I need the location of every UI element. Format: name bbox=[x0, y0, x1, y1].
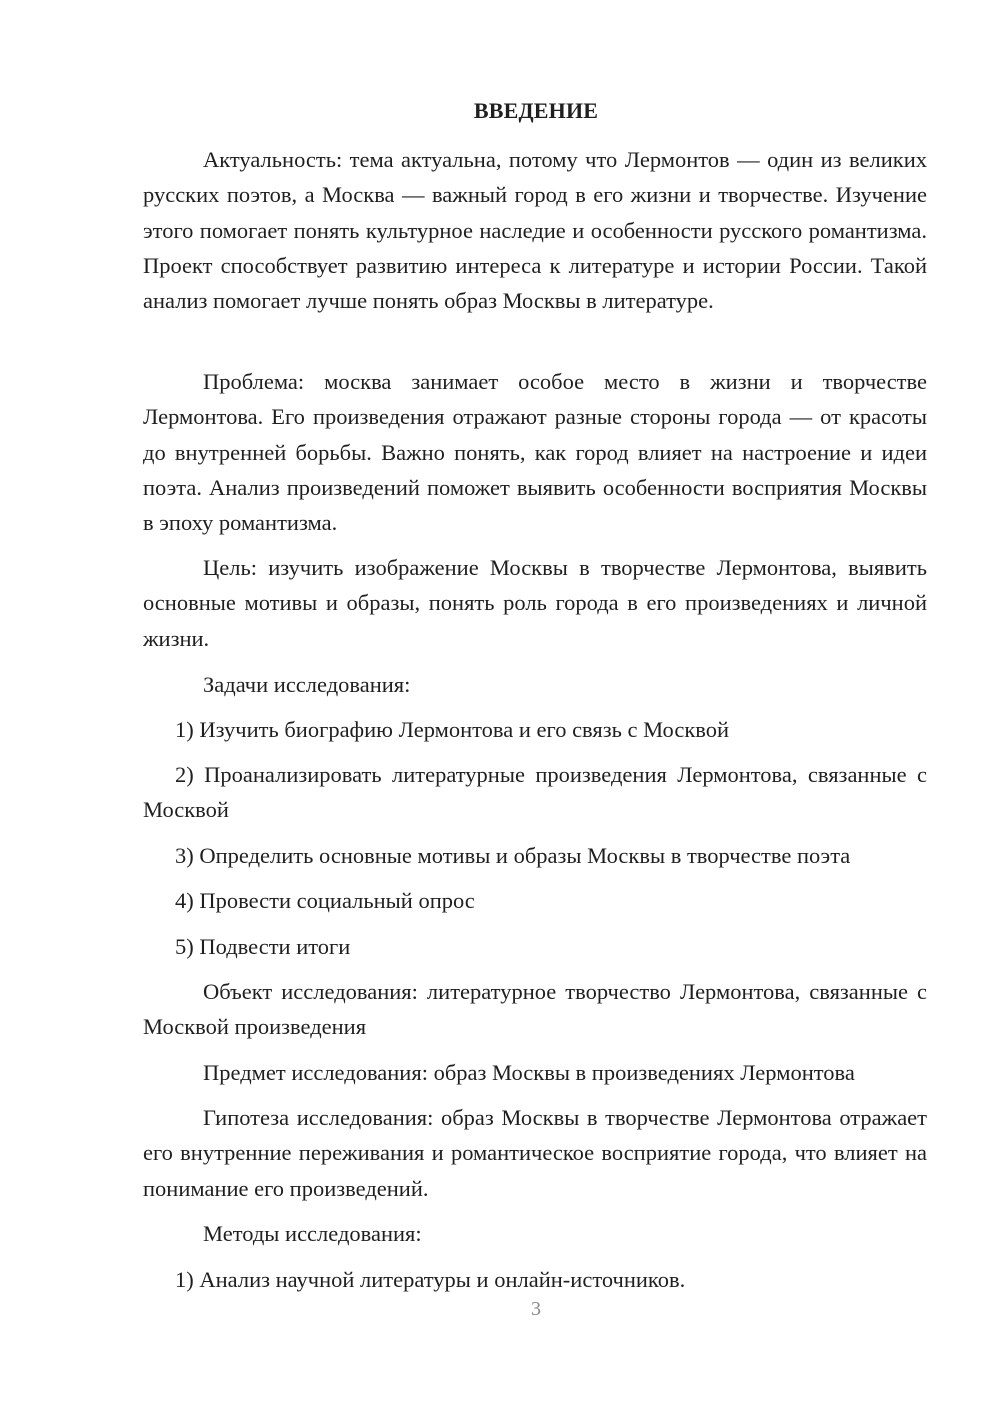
paragraph-subject: Предмет исследования: образ Москвы в произведениях Лермонтова bbox=[203, 1060, 855, 1085]
page-title: ВВЕДЕНИЕ bbox=[473, 98, 599, 123]
task-item-1: 1) Изучить биографию Лермонтова и его связь с Москвой bbox=[175, 717, 730, 742]
task-item-3: 3) Определить основные мотивы и образы Москвы в творчестве поэта bbox=[175, 843, 851, 868]
methods-heading: Методы исследования: bbox=[203, 1221, 422, 1246]
paragraph-goal: Цель: изучить изображение Москвы в творчестве Лермонтова, выявить основные мотивы и образы, понять роль города в его произведениях и личной жизни. bbox=[143, 555, 927, 651]
paragraph-problem: Проблема: москва занимает особое место в жизни и творчестве Лермонтова. Его произведения отражают разные стороны города — от красоты до внутренней борьбы. Важно понять, как город влияет на настроение и идеи поэта. Анализ произведений поможет выявить особенности восприятия Москвы в эпоху романтизма. bbox=[143, 369, 927, 536]
task-item-4: 4) Провести социальный опрос bbox=[175, 888, 475, 913]
method-item-1: 1) Анализ научной литературы и онлайн-источников. bbox=[175, 1267, 686, 1292]
page-number: 3 bbox=[531, 1298, 541, 1320]
paragraph-relevance: Актуальность: тема актуальна, потому что Лермонтов — один из великих русских поэтов, а Москва — важный город в его жизни и творчестве. Изучение этого помогает понять культурное наследие и особенности русского романтизма. Проект способствует развитию интереса к литературе и истории России. Такой анализ помогает лучше понять образ Москвы в литературе. bbox=[143, 147, 927, 314]
tasks-heading: Задачи исследования: bbox=[203, 672, 411, 697]
task-item-2: 2) Проанализировать литературные произведения Лермонтова, связанные с Москвой bbox=[143, 762, 927, 823]
paragraph-hypothesis: Гипотеза исследования: образ Москвы в творчестве Лермонтова отражает его внутренние переживания и романтическое восприятие города, что влияет на понимание его произведений. bbox=[143, 1105, 927, 1201]
paragraph-object: Объект исследования: литературное творчество Лермонтова, связанные с Москвой произведения bbox=[143, 979, 927, 1040]
task-item-5: 5) Подвести итоги bbox=[175, 934, 351, 959]
